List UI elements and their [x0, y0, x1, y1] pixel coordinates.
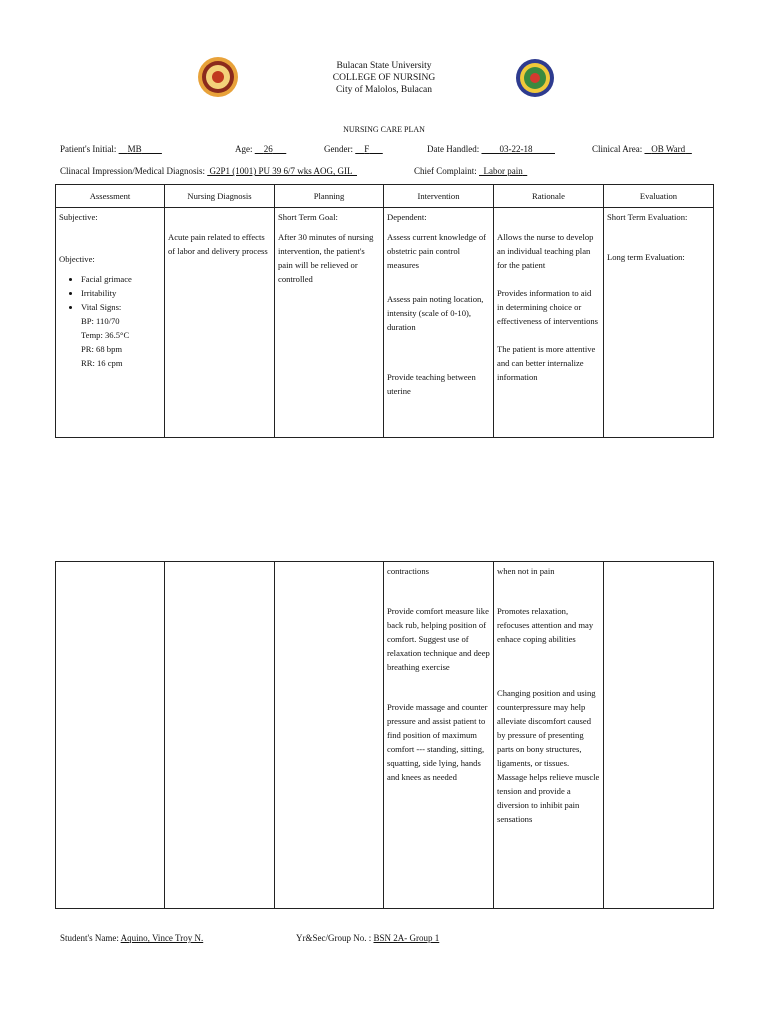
nursing-diagnosis-cell [165, 208, 275, 438]
document-header [284, 60, 484, 96]
table-row [56, 562, 714, 909]
planning-label: Short Term Goal: [278, 212, 338, 222]
age-label: Age: [235, 144, 253, 154]
intervention-item: contractions [387, 566, 429, 576]
intervention-item: Assess current knowledge of obstetric pain control measures [387, 232, 487, 270]
care-plan-table-page1 [55, 184, 714, 438]
list-item: • Vital Signs: [81, 300, 161, 314]
gender-label: Gender: [324, 144, 353, 154]
vital-pr: PR: 68 bpm [81, 344, 123, 354]
clinical-area-row [592, 144, 692, 154]
group-row [296, 933, 439, 943]
diagnosis-value: G2P1 (1001) PU 39 6/7 wks AOG, GIL [209, 166, 353, 176]
evaluation-cell [604, 208, 714, 438]
intervention-item: Provide comfort measure like back rub, helping position of comfort. Suggest use of relaxation technique and deep breathing exercise [387, 606, 490, 672]
clinical-area-label: Clinical Area: [592, 144, 643, 154]
list-item: • Irritability [81, 286, 161, 300]
rationale-item: when not in pain [497, 566, 555, 576]
evaluation-cell [604, 562, 714, 909]
rationale-cell [494, 208, 604, 438]
objective-list [59, 272, 161, 314]
header-evaluation: Evaluation [604, 185, 714, 208]
patient-initial-value: MB [127, 144, 142, 154]
assessment-cell [56, 562, 165, 909]
intervention-cell [384, 208, 494, 438]
rationale-item: Changing position and using counterpressure may help alleviate discomfort caused by pressure of presenting parts on bony structures, ligaments, or tissues. Massage helps relieve muscle tension and provide a diversion to inhibit pain sensations [497, 688, 600, 824]
intervention-item: Assess pain noting location, intensity (scale of 0-10), duration [387, 294, 484, 332]
complaint-label: Chief Complaint: [414, 166, 477, 176]
date-row [427, 144, 555, 154]
planning-cell [275, 562, 384, 909]
age-value: 26 [263, 144, 273, 154]
intervention-cell [384, 562, 494, 909]
complaint-value: Labor pain [483, 166, 523, 176]
table-row [56, 208, 714, 438]
clinical-area-value: OB Ward [651, 144, 686, 154]
student-name-value: Aquino, Vince Troy N. [120, 933, 204, 943]
rationale-item: Promotes relaxation, refocuses attention and may enhace coping abilities [497, 606, 594, 644]
diagnosis-label: Clinacal Impression/Medical Diagnosis: [60, 166, 205, 176]
nursing-diagnosis-text: Acute pain related to effects of labor and delivery process [168, 232, 268, 256]
gender-value: F [364, 144, 370, 154]
subjective-label: Subjective: [59, 212, 98, 222]
university-logo [197, 56, 239, 98]
intervention-item: Provide teaching between uterine [387, 372, 476, 396]
student-name-label: Student's Name: [60, 933, 119, 943]
header-assessment: Assessment [56, 185, 165, 208]
university-name: Bulacan State University [336, 61, 432, 71]
intervention-item: Provide massage and counter pressure and assist patient to find position of maximum comfort --- standing, sitting, squatting, side lying, hands and knees as needed [387, 702, 488, 782]
short-term-evaluation-label: Short Term Evaluation: [607, 212, 688, 222]
date-label: Date Handled: [427, 144, 480, 154]
vital-bp: BP: 110/70 [81, 316, 120, 326]
header-rationale: Rationale [494, 185, 604, 208]
objective-label: Objective: [59, 254, 95, 264]
list-item: • Facial grimace [81, 272, 161, 286]
gender-row [324, 144, 383, 154]
college-name: COLLEGE OF NURSING [332, 73, 436, 83]
header-nursing-diagnosis: Nursing Diagnosis [165, 185, 275, 208]
group-label: Yr&Sec/Group No. : [296, 933, 372, 943]
intervention-label: Dependent: [387, 212, 427, 222]
city-name: City of Malolos, Bulacan [335, 85, 433, 95]
document-title: NURSING CARE PLAN [343, 125, 425, 134]
rationale-item: The patient is more attentive and can better internalize information [497, 344, 596, 382]
vital-temp: Temp: 36.5°C [81, 330, 130, 340]
date-value: 03-22-18 [499, 144, 533, 154]
age-row [235, 144, 286, 154]
rationale-cell [494, 562, 604, 909]
header-planning: Planning [275, 185, 384, 208]
patient-initial-label: Patient's Initial: [60, 144, 117, 154]
rationale-item: Allows the nurse to develop an individual teaching plan for the patient [497, 232, 594, 270]
complaint-row [414, 166, 527, 176]
vital-rr: RR: 16 cpm [81, 358, 123, 368]
student-name-row [60, 933, 203, 943]
header-intervention: Intervention [384, 185, 494, 208]
planning-cell [275, 208, 384, 438]
patient-initial-row [60, 144, 162, 154]
assessment-cell [56, 208, 165, 438]
college-logo [515, 58, 555, 98]
table-header-row [56, 185, 714, 208]
long-term-evaluation-label: Long term Evaluation: [607, 252, 685, 262]
care-plan-table-page2 [55, 561, 714, 909]
planning-text: After 30 minutes of nursing intervention, the patient's pain will be relieved or controlled [278, 232, 374, 284]
rationale-item: Provides information to aid in determining choice or effectiveness of interventions [497, 288, 599, 326]
diagnosis-row [60, 166, 357, 176]
nursing-diagnosis-cell [165, 562, 275, 909]
group-value: BSN 2A- Group 1 [373, 933, 440, 943]
